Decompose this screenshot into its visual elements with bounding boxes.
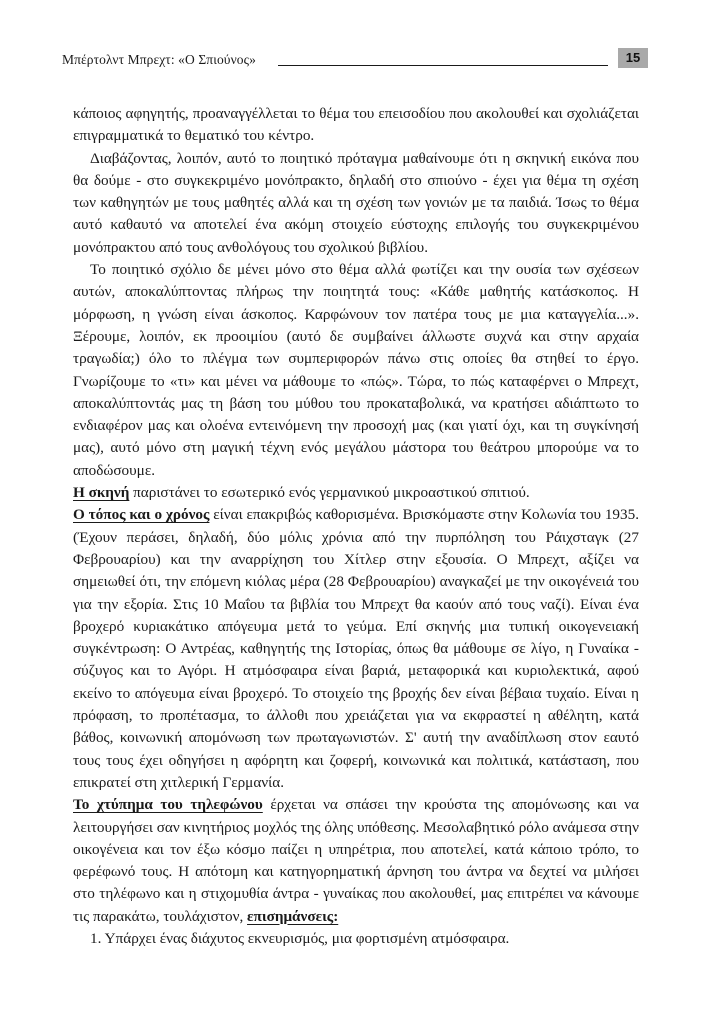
page-number: 15 <box>618 48 648 68</box>
paragraph-continuation: κάποιος αφηγητής, προαναγγέλλεται το θέμα του επεισοδίου που ακολουθεί και σχολιάζεται επιγραμματικά το θεματικό του κέντρο. <box>73 105 639 145</box>
running-head: Μπέρτολντ Μπρεχτ: «Ο Σπιούνος» <box>62 52 256 67</box>
section-phone <box>73 794 639 928</box>
section-label-place-time: Ο τόπος και ο χρόνος <box>73 506 210 524</box>
section-place-time <box>73 504 639 794</box>
section-scene <box>73 482 639 504</box>
section-text-phone: έρχεται να σπάσει την κρούστα της απομόνωσης και να λειτουργήσει σαν κινητήριος μοχλός της όλης υπόθεσης. Μεσολαβητικό ρόλο ανάμεσα στην οικογένεια και τον έξω κόσμο παίζει η υπηρέτρια, που αποτελεί, κατά κάποιο τρόπο, το φερέφωνό τους. Η απότομη και κατηγορηματική άρνηση του άντρα να δεχτεί να μιλήσει στο τηλέφωνο και η στιχομυθία άντρα - γυναίκας που ακολουθεί, μας επιτρέπει να κάνουμε τις παρακάτω, τουλάχιστον, <box>73 796 640 925</box>
body-text <box>73 103 639 950</box>
emphasis-remarks: επισημάνσεις: <box>247 907 339 925</box>
header-rule <box>278 65 608 66</box>
list-item: 1. Υπάρχει ένας διάχυτος εκνευρισμός, μια φορτισμένη ατμόσφαιρα. <box>90 929 510 947</box>
paragraph-poetic-comment: Το ποιητικό σχόλιο δε μένει μόνο στο θέμα αλλά φωτίζει και την ουσία των σχέσεων αυτών, αποκαλύπτοντας πλήρως την ποιητητά τους: «Κάθε μαθητής κατάσκοπος. Η μόρφωση, η γνώση είναι άσκοπος. Καρφώνουν τον πατέρα τους με μια καταγγελία...». Ξέρουμε, λοιπόν, εκ προοιμίου (αυτό δε συμβαίνει άλλωστε συχνά και στην αρχαία τραγωδία;) όλο το πλέγμα των συμπεριφορών πάνω στις οποίες θα στηθεί το έργο. Γνωρίζουμε το «τι» και μένει να μάθουμε το «πώς». Τώρα, το πώς καταφέρνει ο Μπρεχτ, αποκαλύπτοντάς μας τη βάση του μύθου του προκαταβολικά, να κρατήσει αδιάπτωτο το ενδιαφέρον μας και ολοένα εντεινόμενη την προσοχή μας (και γιατί όχι, και τη συγκίνησή μας), αυτό μόνο στη μαγική τέχνη ενός μεγάλου μάστορα του θεάτρου μπορούμε να το αποδώσουμε. <box>73 261 639 479</box>
page-header <box>62 48 647 70</box>
section-text-place-time: είναι επακριβώς καθορισμένα. Βρισκόμαστε στην Κολωνία του 1935. (Έχουν περάσει, δηλαδή, δύο μόλις χρόνια από την πυρπόληση του Ράιχσταγκ (27 Φεβρουαρίου) και την αναρρίχηση του Χίτλερ στην εξουσία. Ο Μπρεχτ, αξίζει να σημειωθεί ότι, την επόμενη κιόλας μέρα (28 Φεβρουαρίου) αναγκαζεί με την οικογένειά του για την εξορία. Στις 10 Μαΐου τα βιβλία του Μπρεχτ θα καούν από τους ναζί). Είναι ένα βροχερό κυριακάτικο απόγευμα μετά το γεύμα. Επί σκηνής μια τυπική οικογενειακή συγκέντρωση: Ο Αντρέας, καθηγητής της Ιστορίας, όπως θα μάθουμε σε λίγο, η Γυναίκα - σύζυγος και το Αγόρι. Η ατμόσφαιρα είναι βαριά, μεταφορικά και κυριολεκτικά, αφού εκείνο το απόγευμα είναι βροχερό. Το στοιχείο της βροχής δεν είναι βέβαια τυχαίο. Είναι η πρόφαση, το προπέτασμα, το άλλοθι που χρειάζεται για να εκφραστεί η αθέλητη, κατά βάθος, κοινωνική απομόνωση των πρωταγωνιστών. Σ' αυτή την αναδίπλωση στον εαυτό τους τους έχει οδηγήσει η αφόρητη και ζοφερή, κοινωνικά και πολιτικά, κατάσταση, που επικρατεί στη χιτλερική Γερμανία. <box>73 506 639 791</box>
section-text-scene: παριστάνει το εσωτερικό ενός γερμανικού μικροαστικού σπιτιού. <box>129 484 530 502</box>
section-label-scene: Η σκηνή <box>73 484 130 502</box>
section-label-phone: Το χτύπημα του τηλεφώνου <box>73 796 263 814</box>
paragraph-theme: Διαβάζοντας, λοιπόν, αυτό το ποιητικό πρόταγμα μαθαίνουμε ότι η σκηνική εικόνα που θα δούμε - στο συγκεκριμένο μονόπρακτο, δηλαδή στο σπιούνο - έχει για θέμα τη σχέση των καθηγητών με τους μαθητές αλλά και τη σχέση των γονιών με τα παιδιά. Ίσως το θέμα αυτό καθαυτό να αποτελεί ένα ακόμη στοιχείο εύστοχης επιλογής του συγκεκριμένου μονόπρακτου από τους ανθολόγους του σχολικού βιβλίου. <box>73 149 639 256</box>
